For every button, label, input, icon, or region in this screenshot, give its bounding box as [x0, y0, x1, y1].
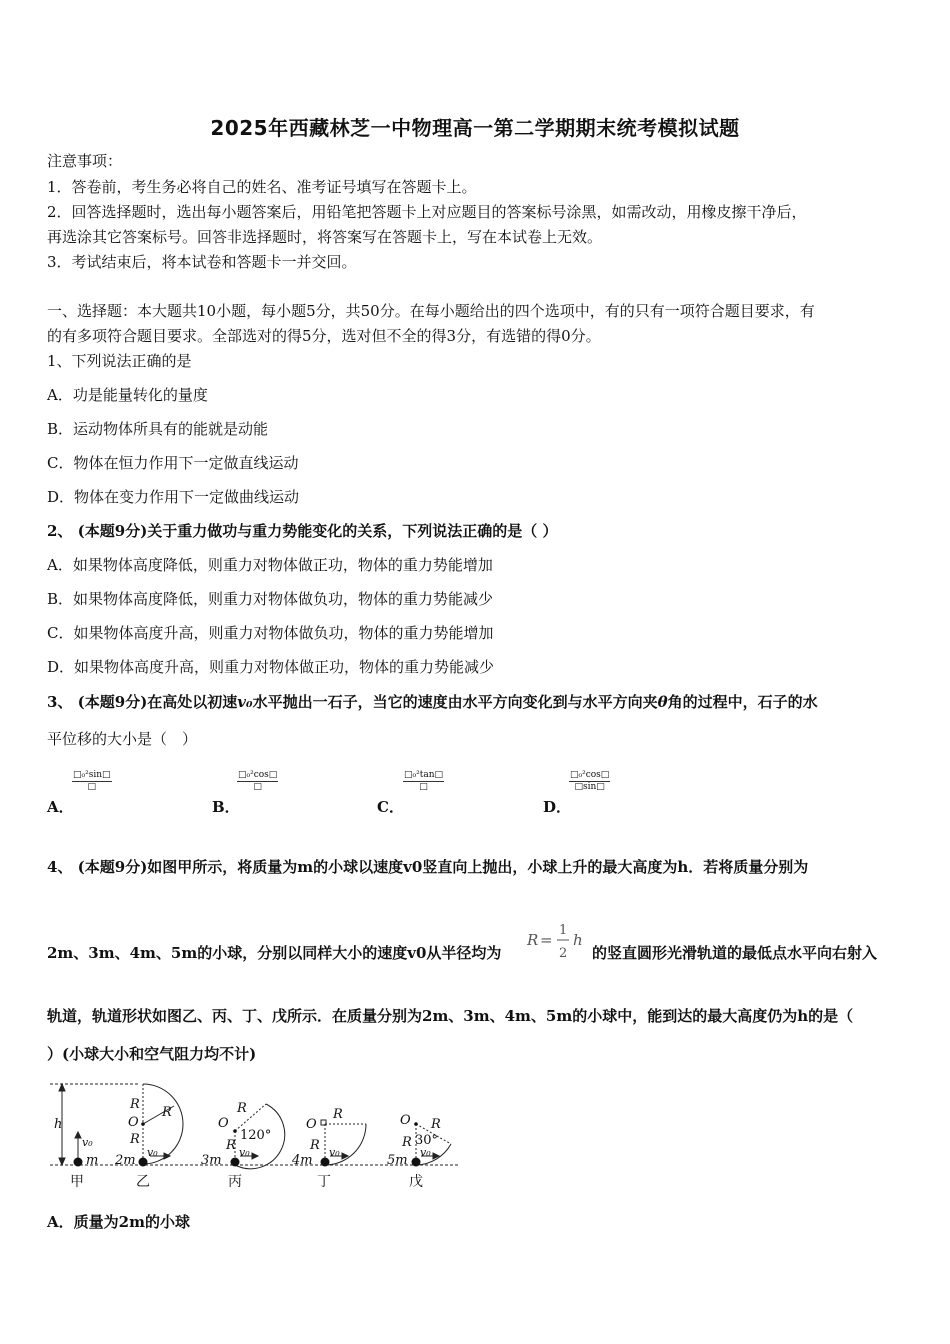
page-title: 2025年西藏林芝一中物理高一第二学期期末统考模拟试题 — [210, 116, 740, 140]
q2-option-c: C．如果物体高度升高，则重力对物体做负功，物体的重力势能增加 — [47, 624, 494, 642]
caption-jia: 甲 — [70, 1174, 84, 1190]
q3-option-c-den: □ — [419, 782, 428, 792]
label-O-yi: O — [128, 1115, 139, 1130]
label-120deg: 120° — [240, 1128, 272, 1143]
label-30deg: 30° — [415, 1133, 439, 1148]
svg-text:h: h — [573, 931, 583, 949]
notice-item-2: 2．回答选择题时，选出每小题答案后，用铅笔把答题卡上对应题目的答案标号涂黑，如需改动，用橡皮擦干净后， — [47, 203, 807, 221]
q2-option-b: B．如果物体高度降低，则重力对物体做负功，物体的重力势能减少 — [47, 590, 494, 608]
label-3m: 3m — [201, 1153, 222, 1168]
h-arrow-down — [59, 1158, 65, 1165]
label-O-bing: O — [218, 1116, 229, 1131]
caption-wu: 戊 — [409, 1174, 423, 1190]
q3-option-a-label: A． — [47, 798, 74, 816]
q4-stem-4: ）(小球大小和空气阻力均不计) — [47, 1045, 257, 1063]
q3-option-d-num: □₀²cos□ — [570, 770, 610, 780]
q3-stem-c: 角的过程中，石子的水 — [667, 693, 818, 711]
q3-option-d-formula — [569, 770, 610, 793]
label-R-ding-2: R — [310, 1138, 320, 1153]
q4-stem-1: 4、 (本题9分)如图甲所示，将质量为m的小球以速度v0竖直向上抛出，小球上升的最大高度为h．若将质量分别为 — [47, 858, 809, 876]
q1-option-d: D．物体在变力作用下一定做曲线运动 — [47, 488, 300, 506]
label-R-bing-2: R — [226, 1138, 236, 1153]
section-intro-2: 的有多项符合题目要求。全部选对的得5分，选对但不全的得3分，有选错的得0分。 — [47, 327, 601, 345]
q3-option-c-label: C． — [377, 798, 404, 816]
q3-option-c-num: □₀²tan□ — [404, 770, 444, 780]
label-h: h — [54, 1117, 63, 1132]
label-5m: 5m — [387, 1153, 408, 1168]
q2-option-a: A．如果物体高度降低，则重力对物体做正功，物体的重力势能增加 — [47, 556, 493, 574]
q3-option-b-num: □₀²cos□ — [238, 770, 278, 780]
section-intro-1: 一、选择题：本大题共10小题，每小题5分，共50分。在每小题给出的四个选项中，有的只有一项符合题目要求，有 — [47, 302, 815, 320]
q4-option-a: A．质量为2m的小球 — [47, 1213, 190, 1231]
svg-text:=: = — [540, 931, 553, 949]
notice-heading: 注意事项： — [47, 152, 123, 170]
label-R-yi-3: R — [162, 1105, 172, 1120]
svg-text:1: 1 — [559, 923, 568, 938]
q3-stem-a: 3、 (本题9分)在高处以初速 — [47, 693, 238, 711]
q1-option-c: C．物体在恒力作用下一定做直线运动 — [47, 454, 299, 472]
caption-bing: 丙 — [228, 1174, 242, 1190]
label-v0-yi: v₀ — [147, 1146, 158, 1159]
svg-text:R: R — [527, 931, 539, 949]
q3-option-d-label: D． — [543, 798, 572, 816]
label-v0-wu: v₀ — [420, 1146, 431, 1159]
q3-v0: v₀ — [237, 693, 253, 711]
notice-item-1: 1．答卷前，考生务必将自己的姓名、准考证号填写在答题卡上。 — [47, 178, 477, 196]
q2-stem: 2、 (本题9分)关于重力做功与重力势能变化的关系，下列说法正确的是（ ） — [47, 522, 558, 540]
q3-option-b-den: □ — [253, 782, 262, 792]
radius-formula — [525, 916, 595, 966]
q3-stem — [47, 692, 818, 712]
label-m: m — [86, 1153, 99, 1168]
q3-option-a-num: □₀²sin□ — [73, 770, 111, 780]
q3-option-a-formula — [72, 770, 112, 793]
q4-stem-2a: 2m、3m、4m、5m的小球，分别以同样大小的速度v0从半径均为 — [47, 944, 502, 962]
ball-jia — [74, 1158, 83, 1167]
svg-text:2: 2 — [559, 946, 568, 961]
label-v0-ding: v₀ — [329, 1146, 340, 1159]
label-R-ding-1: R — [333, 1107, 343, 1122]
label-O-wu: O — [400, 1113, 411, 1128]
q2-option-d: D．如果物体高度升高，则重力对物体做正功，物体的重力势能减少 — [47, 658, 495, 676]
q4-figure — [40, 1076, 470, 1194]
h-arrow-up — [59, 1084, 65, 1091]
notice-item-3: 3．考试结束后，将本试卷和答题卡一并交回。 — [47, 253, 357, 271]
label-R-wu-2: R — [402, 1135, 412, 1150]
q3-option-d-den: □sin□ — [574, 782, 605, 792]
label-v0-jia: v₀ — [82, 1136, 93, 1149]
q3-option-b-label: B． — [212, 798, 240, 816]
label-2m: 2m — [115, 1153, 136, 1168]
label-R-yi-2: R — [130, 1132, 140, 1147]
q3-option-a-den: □ — [87, 782, 97, 792]
caption-ding: 丁 — [317, 1174, 331, 1190]
label-4m: 4m — [292, 1153, 313, 1168]
q4-stem-3: 轨道，轨道形状如图乙、丙、丁、戊所示．在质量分别为2m、3m、4m、5m的小球中，能到达的最大高度仍为h的是（ — [47, 1007, 854, 1025]
caption-yi: 乙 — [136, 1174, 150, 1190]
q1-option-b: B．运动物体所具有的能就是动能 — [47, 420, 269, 438]
q1-option-a: A．功是能量转化的量度 — [47, 386, 208, 404]
label-O-ding: O — [306, 1117, 317, 1132]
q3-stem-2: 平位移的大小是（ ） — [47, 730, 198, 748]
label-R-yi-1: R — [130, 1097, 140, 1112]
label-R-bing-1: R — [237, 1101, 247, 1116]
q4-stem-2b: 的竖直圆形光滑轨道的最低点水平向右射入 — [592, 944, 878, 962]
q3-option-b-formula — [237, 770, 278, 793]
notice-item-2-cont: 再选涂其它答案标号。回答非选择题时，将答案写在答题卡上，写在本试卷上无效。 — [47, 228, 603, 246]
label-R-wu-1: R — [431, 1117, 441, 1132]
label-v0-bing: v₀ — [239, 1146, 250, 1159]
q3-theta: θ — [657, 693, 668, 711]
q3-stem-b: 水平抛出一石子，当它的速度由水平方向变化到与水平方向夹 — [252, 693, 658, 711]
q1-stem: 1、下列说法正确的是 — [47, 352, 192, 370]
q3-option-c-formula — [403, 770, 444, 793]
